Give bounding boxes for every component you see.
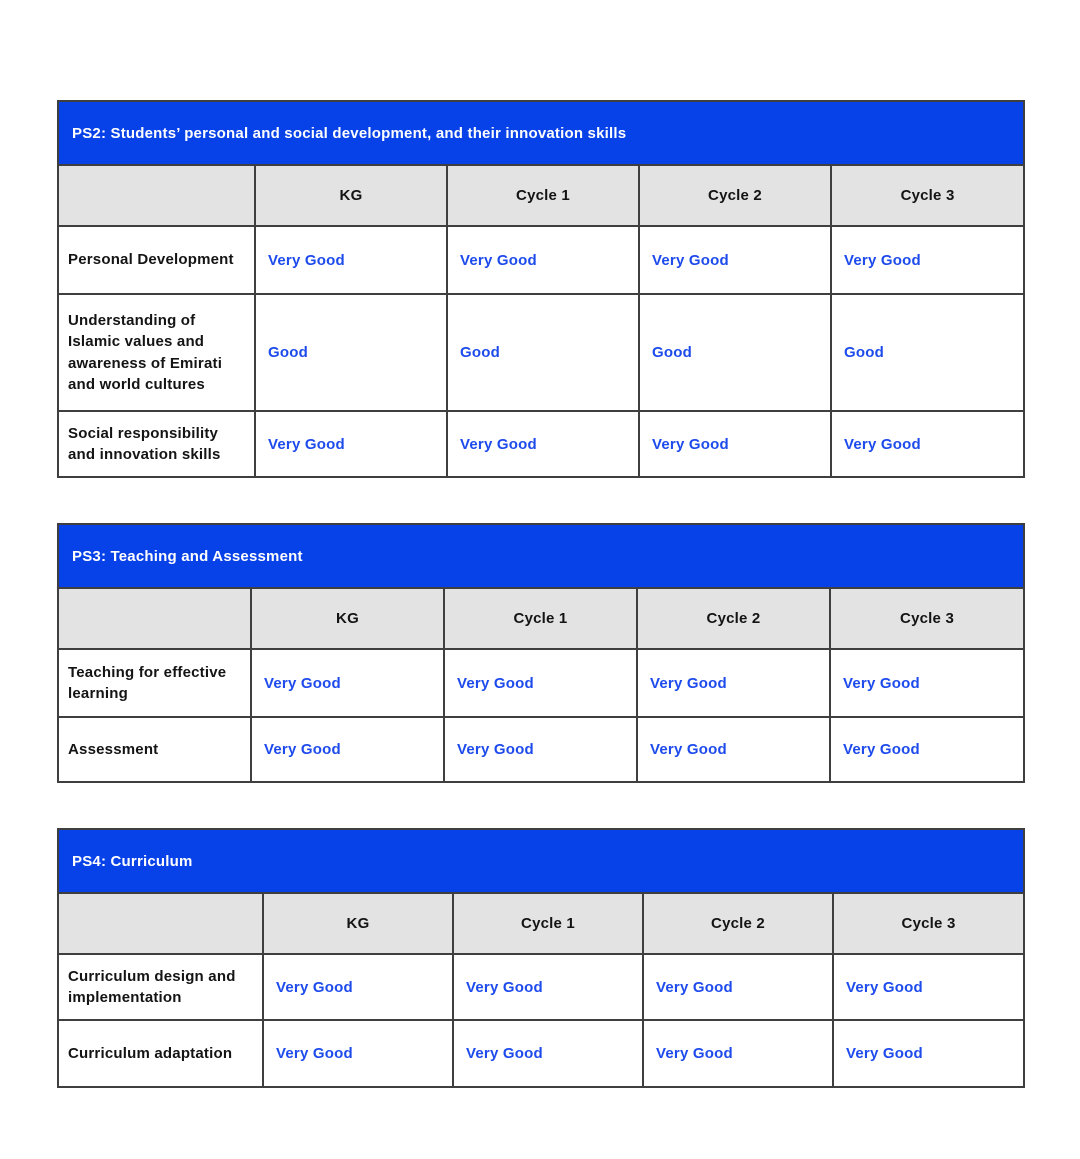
column-header-cycle1: Cycle 1 (444, 588, 637, 649)
row-label: Curriculum design and implementation (58, 954, 263, 1020)
ps2-table-title: PS2: Students’ personal and social development, and their innovation skills (58, 101, 1024, 165)
rating-cell: Very Good (251, 717, 444, 782)
row-label: Social responsibility and innovation skills (58, 411, 255, 477)
performance-tables (57, 100, 1023, 1133)
column-header-blank (58, 588, 251, 649)
rating-cell: Very Good (643, 954, 833, 1020)
table-row (58, 1020, 1024, 1087)
table-row (58, 294, 1024, 411)
table-row (58, 954, 1024, 1020)
row-label: Personal Development (58, 226, 255, 294)
table-row (58, 717, 1024, 782)
rating-cell: Very Good (453, 1020, 643, 1087)
column-header-kg: KG (255, 165, 447, 226)
rating-cell: Very Good (831, 411, 1024, 477)
rating-cell: Very Good (830, 649, 1024, 717)
column-header-cycle3: Cycle 3 (833, 893, 1024, 954)
rating-cell: Good (831, 294, 1024, 411)
table-row (58, 411, 1024, 477)
row-label: Understanding of Islamic values and awareness of Emirati and world cultures (58, 294, 255, 411)
rating-cell: Very Good (637, 717, 830, 782)
rating-cell: Good (255, 294, 447, 411)
table-row (58, 649, 1024, 717)
column-header-row (58, 588, 1024, 649)
rating-cell: Very Good (831, 226, 1024, 294)
rating-cell: Good (639, 294, 831, 411)
rating-cell: Very Good (830, 717, 1024, 782)
rating-cell: Very Good (444, 717, 637, 782)
column-header-blank (58, 893, 263, 954)
column-header-kg: KG (263, 893, 453, 954)
table-title-row (58, 829, 1024, 893)
rating-cell: Very Good (263, 1020, 453, 1087)
rating-cell: Very Good (447, 226, 639, 294)
column-header-cycle3: Cycle 3 (831, 165, 1024, 226)
ps3-table (57, 523, 1025, 783)
rating-cell: Very Good (251, 649, 444, 717)
column-header-cycle2: Cycle 2 (639, 165, 831, 226)
ps4-table (57, 828, 1025, 1088)
row-label: Assessment (58, 717, 251, 782)
rating-cell: Very Good (255, 411, 447, 477)
rating-cell: Very Good (833, 954, 1024, 1020)
rating-cell: Very Good (453, 954, 643, 1020)
rating-cell: Good (447, 294, 639, 411)
ps4-table-title: PS4: Curriculum (58, 829, 1024, 893)
table-title-row (58, 101, 1024, 165)
rating-cell: Very Good (255, 226, 447, 294)
rating-cell: Very Good (444, 649, 637, 717)
rating-cell: Very Good (833, 1020, 1024, 1087)
column-header-cycle2: Cycle 2 (637, 588, 830, 649)
column-header-row (58, 893, 1024, 954)
column-header-cycle3: Cycle 3 (830, 588, 1024, 649)
rating-cell: Very Good (639, 411, 831, 477)
ps2-table (57, 100, 1025, 478)
row-label: Curriculum adaptation (58, 1020, 263, 1087)
rating-cell: Very Good (447, 411, 639, 477)
column-header-cycle2: Cycle 2 (643, 893, 833, 954)
rating-cell: Very Good (637, 649, 830, 717)
column-header-cycle1: Cycle 1 (447, 165, 639, 226)
column-header-cycle1: Cycle 1 (453, 893, 643, 954)
row-label: Teaching for effective learning (58, 649, 251, 717)
rating-cell: Very Good (639, 226, 831, 294)
table-row (58, 226, 1024, 294)
column-header-row (58, 165, 1024, 226)
column-header-blank (58, 165, 255, 226)
ps3-table-title: PS3: Teaching and Assessment (58, 524, 1024, 588)
column-header-kg: KG (251, 588, 444, 649)
table-title-row (58, 524, 1024, 588)
rating-cell: Very Good (643, 1020, 833, 1087)
rating-cell: Very Good (263, 954, 453, 1020)
